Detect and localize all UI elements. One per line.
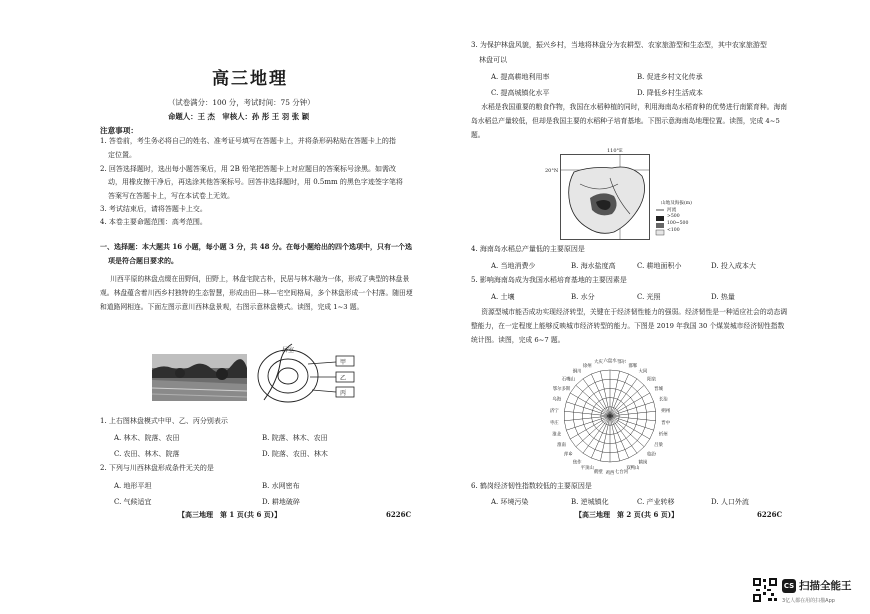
radar-city-label: 鹤岗 xyxy=(638,460,648,466)
radar-city-label: 大庆 xyxy=(594,360,603,366)
q5-option-c: C. 光照 xyxy=(637,293,661,301)
q4-option-c: C. 耕地面积小 xyxy=(637,262,682,270)
radar-city-label: 焦作 xyxy=(572,460,582,466)
q3-option-a: A. 提高耕地利用率 xyxy=(491,73,550,81)
q3-option-d: D. 降低乡村生活成本 xyxy=(637,89,703,97)
q2-option-c: C. 气候适宜 xyxy=(114,498,152,506)
exam-info: （试卷满分：100 分，考试时间：75 分钟） xyxy=(168,98,315,107)
diagram-center-label: 居室 xyxy=(282,347,295,354)
passage-linpan: 川西平原的林盘点缀在田野间，田野上，林盘宅院古朴，民居与林木融为一体，形成了典型的林盘景观。林盘蕴含着川西乡村独特的生态智慧，形成由田—林—宅空间格局，多个林盘形成一个村落。随田埂和道路网相连。下面左图示意川西林盘景观，右图示意林盘模式。读图，完成 1~3 题。 xyxy=(100,275,413,311)
question-2: 2. 下列与川西林盘形成条件无关的是 xyxy=(100,464,214,472)
q5-option-b: B. 水分 xyxy=(571,293,595,301)
q6-option-d: D. 人口外流 xyxy=(711,498,749,506)
camscanner-badge-icon: CS xyxy=(782,579,796,593)
page-code: 6226C xyxy=(757,510,783,519)
q1-option-d: D. 院落、农田、林木 xyxy=(262,450,328,458)
notice-heading: 注意事项： xyxy=(100,126,138,135)
question-3: 3. 为保护林盘风貌，振兴乡村，当地将林盘分为农耕型、农家旅游型和生态型，其中农家旅游型 xyxy=(471,41,767,49)
radar-city-label: 鸡西 xyxy=(605,471,615,476)
q2-option-a: A. 地形平坦 xyxy=(114,482,152,490)
page-footer: 【高三地理 第 2 页(共 6 页)】 xyxy=(575,510,679,519)
radar-city-label: 济宁 xyxy=(549,409,559,415)
q4-option-a: A. 当地消费少 xyxy=(491,262,536,270)
radar-city-label: 平顶山 xyxy=(580,466,594,472)
question-3-cont: 林盘可以 xyxy=(479,56,507,64)
diagram-label-bing: 丙 xyxy=(340,390,347,397)
page-2 xyxy=(435,0,870,614)
notice-line: 动，用橡皮擦干净后，再选涂其他答案标号。回答非选择题时，用 0.5mm 的黑色字迹签字笔将 xyxy=(108,178,403,186)
section-heading-cont: 项是符合题目要求的。 xyxy=(108,256,178,265)
q1-option-a: A. 林木、院落、农田 xyxy=(114,434,180,442)
radar-city-label: 徐州 xyxy=(582,363,592,369)
question-1: 1. 上右图林盘模式中甲、乙、丙分别表示 xyxy=(100,417,228,425)
q6-option-b: B. 逆城镇化 xyxy=(571,498,609,506)
q3-option-b: B. 促进乡村文化传承 xyxy=(637,73,703,81)
radar-city-label: 鄂尔 xyxy=(617,360,626,366)
page-footer: 【高三地理 第 1 页(共 6 页)】 xyxy=(178,510,282,519)
q6-option-c: C. 产业转移 xyxy=(637,498,675,506)
notice-line: 1. 答卷前，考生务必将自己的姓名、准考证号填写在答题卡上，并将条形码粘贴在答题卡上的指 xyxy=(100,137,396,145)
question-6: 6. 鹤岗经济韧性指数较低的主要原因是 xyxy=(471,482,592,490)
scanner-watermark xyxy=(752,576,870,614)
map-latitude-label: 20°N xyxy=(545,168,559,174)
legend-mid: 100~500 xyxy=(667,221,689,226)
passage-resilience: 资源型城市能否成功实现经济转型，关键在于经济韧性能力的强弱。经济韧性是一种适应社会的动态调整能力，在一定程度上能够反映城市经济转型的能力。下图是 2019 年我国 30 个煤炭城市经济韧性指数统计图。读图，完成 6~7 题。 xyxy=(471,308,788,344)
diagram-label-yi: 乙 xyxy=(340,375,347,382)
q5-option-a: A. 土壤 xyxy=(491,293,515,301)
notice-line: 答案写在答题卡上，写在本试卷上无效。 xyxy=(108,192,234,200)
legend-low: <100 xyxy=(667,228,680,233)
question-5: 5. 影响海南岛成为我国水稻培育基地的主要因素是 xyxy=(471,276,627,284)
radar-axis xyxy=(610,385,644,416)
radar-city-label: 临汾 xyxy=(647,452,656,458)
qr-code-icon xyxy=(752,577,778,603)
notice-line: 2. 回答选择题时，选出每小题答案后，用 2B 铅笔把答题卡上对应题目的答案标号涂黑。如需改 xyxy=(100,165,396,173)
radar-city-label: 鄂尔多斯 xyxy=(552,387,571,392)
radar-city-label: 晋中 xyxy=(661,420,671,426)
landscape-photo xyxy=(152,354,247,401)
q6-option-a: A. 环境污染 xyxy=(491,498,529,506)
radar-city-label: 乌海 xyxy=(552,397,562,403)
legend-high: >500 xyxy=(667,214,680,219)
notice-line: 3. 考试结束后，请将答题卡上交。 xyxy=(100,205,207,213)
page-code: 6226C xyxy=(386,510,412,519)
q2-option-d: D. 耕地破碎 xyxy=(262,498,300,506)
passage-rice: 水稻是我国重要的粮食作物，我国在水稻种植的同时，利用海南岛水稻育种的优势进行南繁育种。海南岛水稻总产量较低，但却是我国主要的水稻种子培育基地。下图示意海南岛地理位置。读图，完成 4~5 题。 xyxy=(471,103,788,139)
section-heading: 一、选择题：本大题共 16 小题，每小题 3 分，共 48 分。在每小题给出的四个选项中，只有一个选 xyxy=(100,242,412,251)
question-4: 4. 海南岛水稻总产量低的主要原因是 xyxy=(471,245,585,253)
notice-line: 定位置。 xyxy=(108,151,136,159)
legend-swatches xyxy=(655,207,665,237)
radar-city-label: 六盘水 xyxy=(603,359,617,364)
radar-city-label: 大同 xyxy=(638,369,648,375)
radar-city-label: 淮北 xyxy=(552,432,562,438)
radar-city-label: 阳泉 xyxy=(647,377,656,383)
radar-axis xyxy=(610,416,644,447)
page-title: 高三地理 xyxy=(212,69,288,89)
notice-line: 4. 本卷主要命题范围：高考范围。 xyxy=(100,218,207,226)
q3-option-c: C. 提高城镇化水平 xyxy=(491,89,550,97)
radar-city-label: 七台河 xyxy=(615,469,629,475)
radar-city-label: 长治 xyxy=(658,397,668,403)
radar-axis xyxy=(576,416,610,447)
legend-mountain: 山地及海拔(m) xyxy=(661,201,692,206)
radar-city-label: 淮南 xyxy=(557,443,566,448)
radar-city-label: 双鸭山 xyxy=(626,466,640,472)
scanner-brand: 扫描全能王 xyxy=(799,580,852,592)
radar-city-label: 忻州 xyxy=(658,432,668,438)
q5-option-d: D. 热量 xyxy=(711,293,735,301)
q4-option-b: B. 海水盐度高 xyxy=(571,262,616,270)
q1-option-c: C. 农田、林木、院落 xyxy=(114,450,180,458)
radar-city-label: 铜川 xyxy=(572,369,582,375)
radar-city-label: 枣庄 xyxy=(549,420,559,426)
diagram-label-jia: 甲 xyxy=(340,359,347,366)
map-longitude-label: 110°E xyxy=(607,148,623,154)
scanner-tagline: 3亿人都在用的扫描App xyxy=(782,598,835,604)
legend-river: 河流 xyxy=(667,208,677,213)
radar-city-label: 萍乡 xyxy=(564,452,573,458)
authors-line: 命题人：王 杰 审核人：孙 彤 王 羽 张 颖 xyxy=(168,112,310,121)
radar-city-label: 石嘴山 xyxy=(561,377,575,383)
radar-city-label: 吕梁 xyxy=(654,443,663,448)
radar-city-label: 鹤壁 xyxy=(594,469,603,475)
radar-axis xyxy=(576,385,610,416)
q1-option-b: B. 院落、林木、农田 xyxy=(262,434,328,442)
radar-city-label: 朔州 xyxy=(661,409,671,415)
radar-city-label: 邯郸 xyxy=(628,363,638,369)
q4-option-d: D. 投入成本大 xyxy=(711,262,756,270)
q2-option-b: B. 水网密布 xyxy=(262,482,300,490)
hainan-map xyxy=(560,154,650,240)
radar-city-label: 晋城 xyxy=(654,387,663,392)
resilience-radar-chart xyxy=(535,350,685,482)
